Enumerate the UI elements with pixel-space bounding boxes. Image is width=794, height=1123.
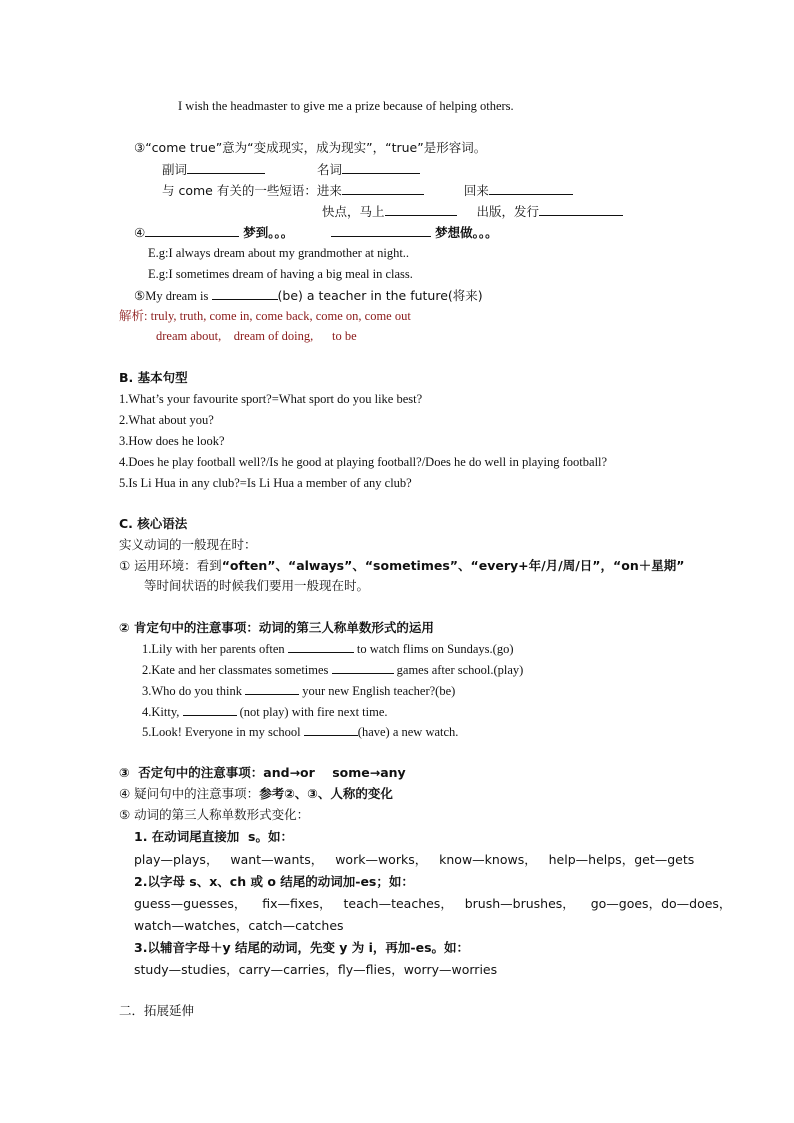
answer-key-1: 解析: truly, truth, come in, come back, come on, come out — [119, 309, 411, 323]
adverb-blank[interactable] — [187, 161, 265, 174]
exercise-5-start: 5.Look! Everyone in my school — [142, 725, 301, 739]
rule-1: 1. 在动词尾直接加 s。如： — [134, 829, 293, 844]
answer-key-2: dream about, dream of doing, to be — [156, 329, 357, 343]
exercise-5-end: (have) a new watch. — [357, 725, 459, 739]
exercise-5-blank[interactable] — [304, 723, 358, 736]
come-true-note: ③“come true”意为“变成现实，成为现实”，“true”是形容词。 — [134, 140, 487, 155]
word-form-line — [162, 161, 420, 178]
come-on-blank[interactable] — [385, 203, 457, 216]
exercise-2 — [142, 661, 523, 678]
come-out-blank[interactable] — [539, 203, 623, 216]
usage-label: ① 运用环境：看到 — [119, 558, 222, 573]
pattern-3: 3.How does he look? — [119, 434, 225, 448]
come-on-label: 快点，马上 — [322, 204, 385, 219]
noun-label: 名词 — [316, 162, 342, 177]
come-in-label: 与 come 有关的一些短语：进来 — [162, 183, 342, 198]
exercise-4-end: (not play) with fire next time. — [239, 705, 388, 719]
my-dream-blank[interactable] — [212, 287, 278, 300]
rule-2-examples-1: guess—guesses， fix—fixes， teach—teaches， brush—brushes， go—goes，do—does， — [134, 896, 732, 911]
example-dream-of: E.g:I sometimes dream of having a big meal in class. — [148, 267, 413, 281]
rule-3: 3.以辅音字母＋y 结尾的动词，先变 y 为 i，再加-es。如： — [134, 940, 470, 955]
exercise-3-start: 3.Who do you think — [142, 684, 242, 698]
rule-3-examples: study—studies，carry—carries，fly—flies，worry—worries — [134, 962, 498, 977]
usage-continued: 等时间状语的时候我们要用一般现在时。 — [144, 578, 370, 593]
rule-2: 2.以字母 s、x、ch 或 o 结尾的动词加-es；如： — [134, 874, 414, 889]
exercise-3-end: your new English teacher?(be) — [302, 684, 456, 698]
pattern-1: 1.What’s your favourite sport?=What sport do you like best? — [119, 392, 423, 406]
extension-heading: 二．拓展延伸 — [119, 1003, 195, 1018]
rule-1-examples: play—plays， want—wants， work—works， know—knows， help—helps，get—gets — [134, 852, 695, 867]
usage-line — [119, 558, 684, 574]
pattern-2: 2.What about you? — [119, 413, 214, 427]
item-4-marker: ④ — [134, 225, 146, 240]
question-note-detail: 参考②、③、人称的变化 — [259, 786, 393, 801]
come-back-label: 回来 — [463, 183, 489, 198]
question-note — [119, 786, 393, 802]
exercise-2-blank[interactable] — [332, 661, 394, 674]
come-out-label: 出版，发行 — [476, 204, 539, 219]
my-dream-end: (be) a teacher in the future(将来) — [277, 288, 483, 303]
my-dream-start: ⑤My dream is — [134, 289, 209, 303]
question-note-label: ④ 疑问句中的注意事项： — [119, 786, 260, 801]
grammar-intro: 实义动词的一般现在时： — [119, 537, 257, 552]
exercise-2-start: 2.Kate and her classmates sometimes — [142, 663, 329, 677]
exercise-3 — [142, 682, 455, 699]
pattern-5: 5.Is Li Hua in any club?=Is Li Hua a member of any club? — [119, 476, 412, 490]
phrase-line-1 — [162, 182, 573, 199]
section-b-heading: B. 基本句型 — [119, 370, 188, 385]
exercise-4-start: 4.Kitty, — [142, 705, 180, 719]
my-dream-line — [134, 287, 483, 304]
come-back-blank[interactable] — [489, 182, 573, 195]
exercise-2-end: games after school.(play) — [396, 663, 524, 677]
dream-of-label: 梦想做。。。 — [435, 225, 498, 240]
exercise-4 — [142, 703, 388, 720]
exercise-1-blank[interactable] — [288, 640, 354, 653]
phrase-line-2 — [322, 203, 623, 220]
pattern-4: 4.Does he play football well?/Is he good at playing football?/Does he do well in playing football? — [119, 455, 608, 469]
dream-about-label: 梦到。。。 — [243, 225, 294, 240]
noun-blank[interactable] — [342, 161, 420, 174]
exercise-1-end: to watch flims on Sundays.(go) — [356, 642, 514, 656]
come-in-blank[interactable] — [342, 182, 424, 195]
exercise-5 — [142, 723, 458, 740]
affirmative-heading: ② 肯定句中的注意事项：动词的第三人称单数形式的运用 — [119, 620, 434, 635]
negative-note: ③ 否定句中的注意事项：and→or some→any — [119, 765, 406, 780]
exercise-1 — [142, 640, 514, 657]
usage-keywords: “often”、“always”、“sometimes”、“every+年/月/周/日”，“on＋星期” — [221, 558, 685, 573]
exercise-3-blank[interactable] — [245, 682, 299, 695]
third-person-heading: ⑤ 动词的第三人称单数形式变化： — [119, 807, 310, 822]
exercise-1-start: 1.Lily with her parents often — [142, 642, 285, 656]
rule-2-examples-2: watch—watches，catch—catches — [134, 918, 344, 933]
dream-about-blank[interactable] — [145, 224, 239, 237]
dream-line — [134, 224, 498, 241]
adverb-label: 副词 — [162, 162, 188, 177]
exercise-4-blank[interactable] — [183, 703, 237, 716]
example-sentence: I wish the headmaster to give me a prize because of helping others. — [178, 99, 514, 113]
dream-of-blank[interactable] — [331, 224, 431, 237]
example-dream-about: E.g:I always dream about my grandmother at night.. — [148, 246, 410, 260]
section-c-heading: C. 核心语法 — [119, 516, 188, 531]
